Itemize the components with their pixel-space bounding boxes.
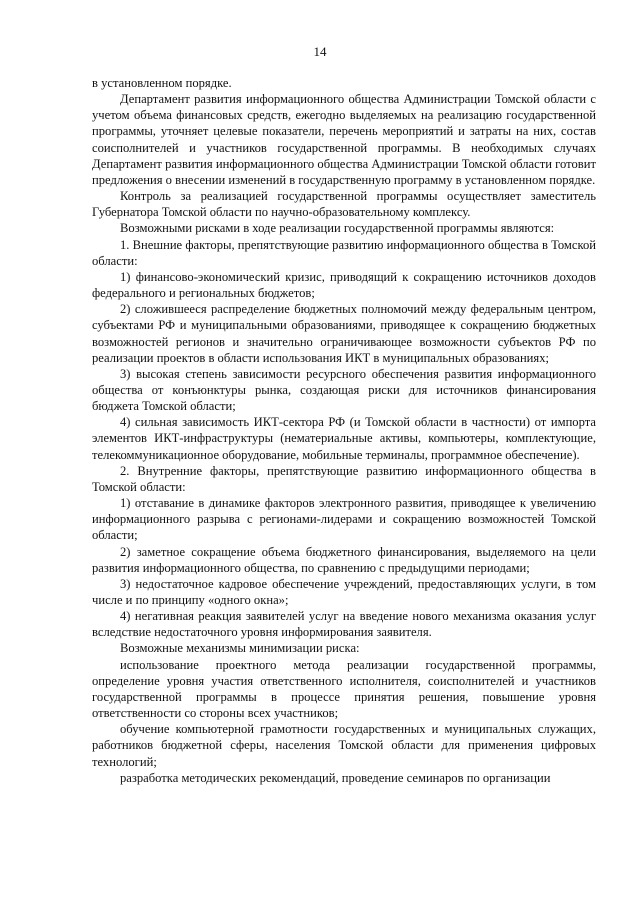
paragraph-3: Контроль за реализацией государственной программы осуществляет заместитель Губернатора Томской области по научно-образовательному комплексу. [92,189,596,220]
paragraph-15: Возможные механизмы минимизации риска: [120,641,360,656]
paragraph-6: 1) финансово-экономический кризис, приводящий к сокращению источников доходов федерального и региональных бюджетов; [92,269,596,301]
paragraph-8: 3) высокая степень зависимости ресурсного обеспечения развития информационного общества от конъюнктуры рынка, создающая риски для источников финансирования бюджета Томской области; [92,366,596,414]
page-number: 14 [313,44,327,59]
paragraph-18: разработка методических рекомендаций, проведение семинаров по организации [120,770,551,785]
paragraph-1: в установленном порядке. [92,76,232,90]
paragraph-14: 4) негативная реакция заявителей услуг на введение нового механизма оказания услуг вследствие недостаточного уровня информирования заявителя. [92,609,596,640]
paragraph-12: 2) заметное сокращение объема бюджетного финансирования, выделяемого на цели развития информационного общества, по сравнению с предыдущими периодами; [92,544,596,575]
paragraph-17: обучение компьютерной грамотности государственных и муниципальных служащих, работников бюджетной сферы, населения Томской области для применения цифровых технологий; [92,722,596,769]
paragraph-7: 2) сложившееся распределение бюджетных полномочий между федеральным центром, субъектами РФ и муниципальными образованиями, приводящее к сокращению бюджетных возможностей регионов и значительно ограничивающее возможности субъектов РФ по реализации проектов в области использования ИКТ в муниципальных образованиях; [92,302,596,365]
paragraph-9: 4) сильная зависимость ИКТ-сектора РФ (и Томской области в частности) от импорта элементов ИКТ-инфраструктуры (нематериальные активы, компьютеры, комплектующие, телекоммуникационное оборудование, мобильные терминалы, программное обеспечение). [92,415,596,462]
paragraph-10: 2. Внутренние факторы, препятствующие развитию информационного общества в Томской области: [92,463,596,494]
paragraph-13: 3) недостаточное кадровое обеспечение учреждений, предоставляющих услуги, в том числе и по принципу «одного окна»; [92,576,596,607]
document-body [92,75,596,786]
paragraph-16: использование проектного метода реализации государственной программы, определение уровня участия ответственного исполнителя, соисполнителей и участников государственной программы в процессе принятия решения, повышение уровня ответственности со стороны всех участников; [92,657,596,721]
paragraph-5: 1. Внешние факторы, препятствующие развитию информационного общества в Томской области: [92,237,596,268]
paragraph-2: Департамент развития информационного общества Администрации Томской области с учетом объема финансовых средств, ежегодно выделяемых на реализацию государственной программы, уточняет целевые показатели, перечень мероприятий и затраты на них, состав соисполнителей и участников государственной программы. В необходимых случаях Департамент развития информационного общества Администрации Томской области готовит предложения о внесении изменений в государственную программу в установленном порядке. [92,92,596,187]
paragraph-11: 1) отставание в динамике факторов электронного развития, приводящее к увеличению информационного разрыва с регионами-лидерами и сокращению возможностей Томской области; [92,496,596,543]
paragraph-4: Возможными рисками в ходе реализации государственной программы являются: [120,221,555,236]
